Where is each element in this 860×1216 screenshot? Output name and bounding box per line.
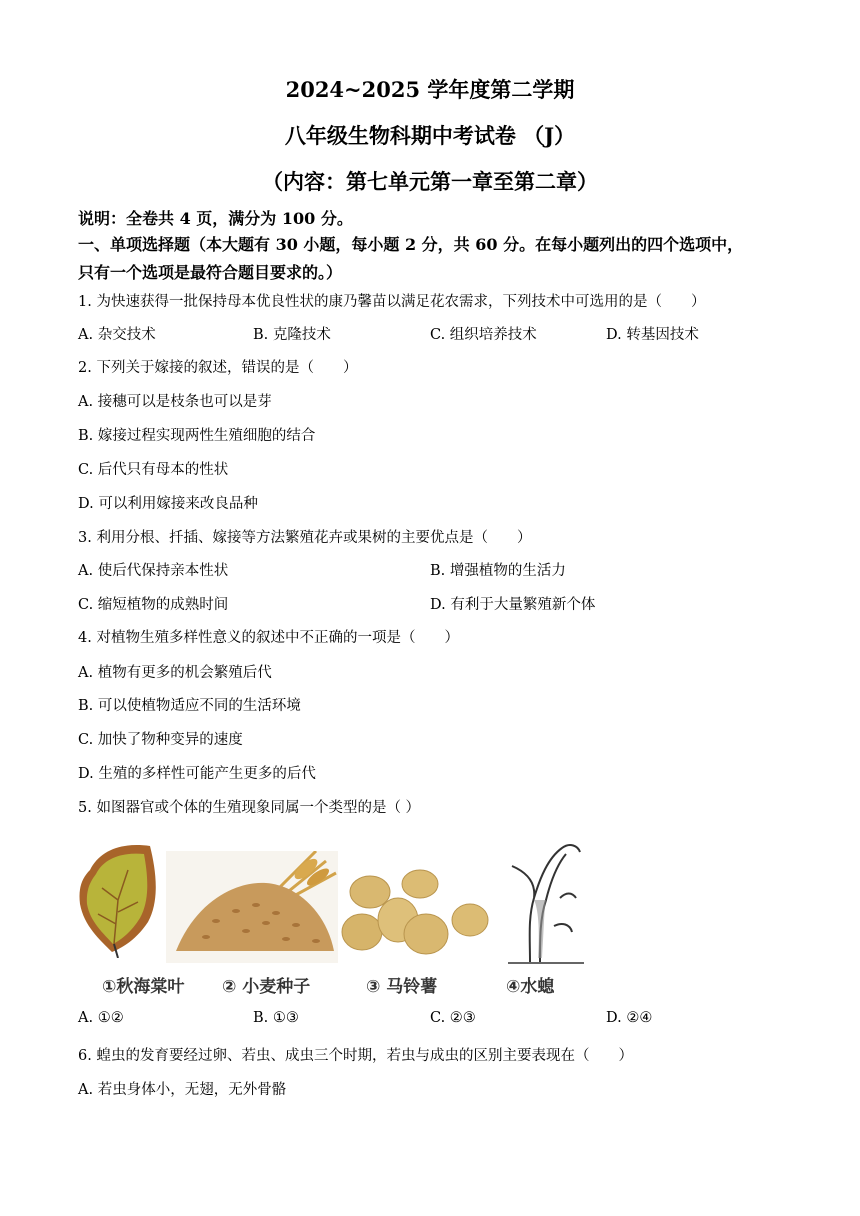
question-2-option-c: C. 后代只有母本的性状 [78, 462, 229, 478]
potato-image [340, 862, 490, 958]
question-3-option-d: D. 有利于大量繁殖新个体 [430, 597, 596, 613]
question-5-option-b: B. ①③ [253, 1010, 299, 1026]
question-2-option-b: B. 嫁接过程实现两性生殖细胞的结合 [78, 428, 316, 444]
question-2-stem: 2. 下列关于嫁接的叙述，错误的是（ ） [78, 360, 358, 376]
exam-year-title: 2024~2025 学年度第二学期 [285, 77, 575, 102]
question-1-option-c: C. 组织培养技术 [430, 327, 537, 343]
question-2-option-a: A. 接穗可以是枝条也可以是芽 [78, 394, 272, 410]
question-4-option-c: C. 加快了物种变异的速度 [78, 732, 243, 748]
question-1-option-b: B. 克隆技术 [253, 327, 331, 343]
exam-content-title: （内容：第七单元第一章至第二章） [262, 169, 598, 194]
question-3-option-a: A. 使后代保持亲本性状 [78, 563, 229, 579]
question-4-option-d: D. 生殖的多样性可能产生更多的后代 [78, 766, 316, 782]
section-heading-line2: 只有一个选项是最符合题目要求的。） [78, 263, 343, 282]
figure-caption-4: ④水螅 [506, 977, 555, 997]
exam-subject-title: 八年级生物科期中考试卷 （J） [284, 123, 576, 148]
question-5-option-c: C. ②③ [430, 1010, 476, 1026]
question-1-option-a: A. 杂交技术 [78, 327, 156, 343]
begonia-leaf-image [78, 840, 160, 958]
figure-caption-3: ③ 马铃薯 [366, 977, 438, 997]
question-5-stem: 5. 如图器官或个体的生殖现象同属一个类型的是（ ） [78, 800, 421, 816]
question-5-option-d: D. ②④ [606, 1010, 653, 1026]
question-2-option-d: D. 可以利用嫁接来改良品种 [78, 496, 258, 512]
question-4-option-b: B. 可以使植物适应不同的生活环境 [78, 698, 301, 714]
question-5-option-a: A. ①② [78, 1010, 124, 1026]
hydra-image [500, 838, 590, 966]
question-6-option-a: A. 若虫身体小，无翅，无外骨骼 [78, 1082, 287, 1098]
section-heading-line1: 一、单项选择题（本大题有 30 小题，每小题 2 分，共 60 分。在每小题列出的四个选项中， [78, 235, 744, 254]
question-3-option-b: B. 增强植物的生活力 [430, 563, 566, 579]
question-4-stem: 4. 对植物生殖多样性意义的叙述中不正确的一项是（ ） [78, 630, 459, 646]
question-1-stem: 1. 为快速获得一批保持母本优良性状的康乃馨苗以满足花农需求，下列技术中可选用的是（ ） [78, 294, 706, 310]
figure-caption-2: ② 小麦种子 [222, 977, 311, 997]
wheat-seeds-image [166, 851, 338, 963]
question-1-option-d: D. 转基因技术 [606, 327, 699, 343]
figure-caption-1: ①秋海棠叶 [102, 977, 185, 997]
question-4-option-a: A. 植物有更多的机会繁殖后代 [78, 665, 272, 681]
instructions: 说明：全卷共 4 页，满分为 100 分。 [78, 209, 353, 228]
question-6-stem: 6. 蝗虫的发育要经过卵、若虫、成虫三个时期，若虫与成虫的区别主要表现在（ ） [78, 1048, 633, 1064]
question-3-option-c: C. 缩短植物的成熟时间 [78, 597, 229, 613]
question-3-stem: 3. 利用分根、扦插、嫁接等方法繁殖花卉或果树的主要优点是（ ） [78, 530, 532, 546]
